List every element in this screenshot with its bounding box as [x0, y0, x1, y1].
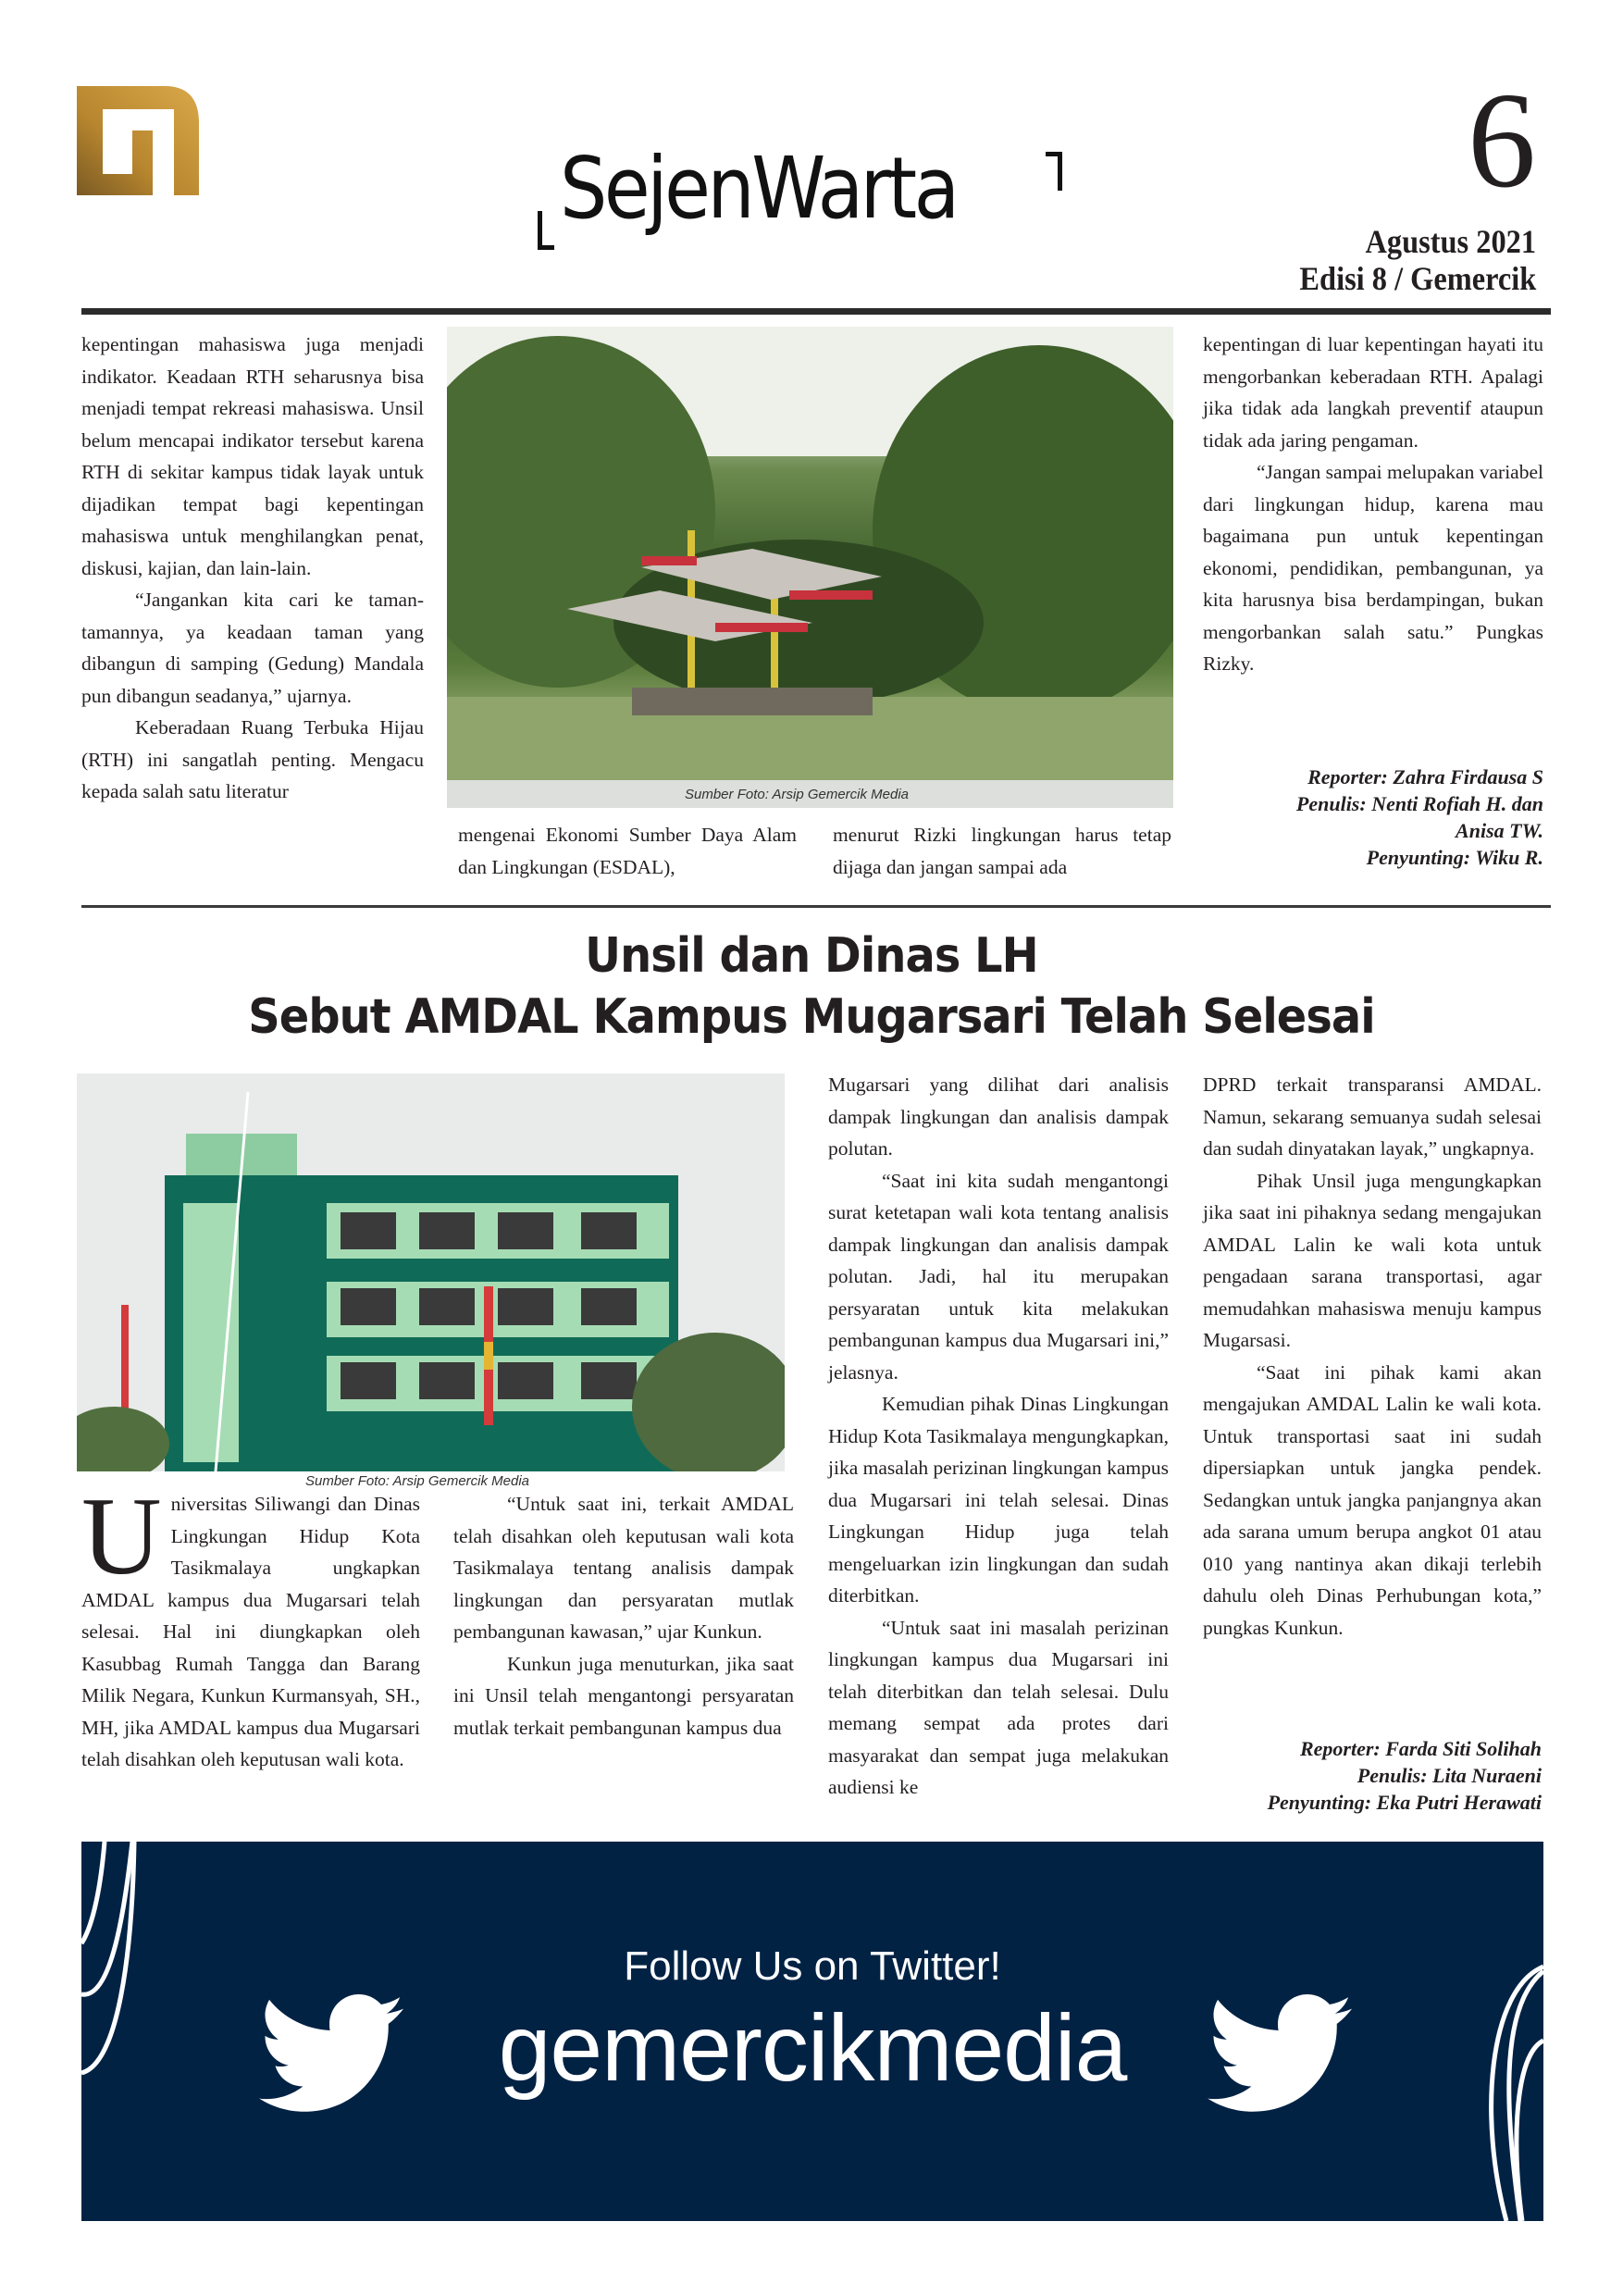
article2-column-1 [81, 1474, 420, 1776]
paragraph: DPRD terkait transparansi AMDAL. Namun, sekarang semuanya sudah selesai dan sudah dinyatakan layak,” ungkapnya. [1203, 1074, 1542, 1160]
issue-date: Agustus 2021 [1365, 223, 1536, 260]
paragraph: Pihak Unsil juga mengungkapkan jika saat ini pihaknya sedang mengajukan AMDAL Lalin ke wali kota untuk pengadaan sarana transportasi, agar memudahkan mahasiswa menuju kampus Mugarsasi. [1203, 1169, 1542, 1351]
building-illustration [77, 1074, 785, 1471]
page-number: 6 [1468, 65, 1536, 217]
paragraph: “Untuk saat ini masalah perizinan lingkungan kampus dua Mugarsari ini telah diterbitkan dan telah selesai. Dulu memang sempat ada protes dari masyarakat dan sempat juga melakukan audiensi ke [828, 1616, 1169, 1798]
gemercik-logo [77, 86, 199, 195]
paragraph: Mugarsari yang dilihat dari analisis dampak lingkungan dan analisis dampak polutan. [828, 1074, 1169, 1160]
article2-credits [1203, 1735, 1542, 1816]
paragraph: “Saat ini kita sudah mengantongi surat ketetapan wali kota tentang analisis dampak lingkungan dan analisis dampak polutan. Jadi, hal itu merupakan persyaratan untuk kita melakukan pembangunan kampus dua Mugarsari ini,” jelasnya. [828, 1169, 1169, 1384]
paragraph: Keberadaan Ruang Terbuka Hijau (RTH) ini sangatlah penting. Mengacu kepada salah satu literatur [81, 716, 424, 802]
article1-column-4 [1203, 329, 1543, 680]
photo-caption: Sumber Foto: Arsip Gemercik Media [685, 787, 910, 802]
follow-us-text: Follow Us on Twitter! [624, 1943, 1001, 1989]
credit-writer: Penulis: Nenti Rofiah H. dan [1295, 792, 1543, 815]
credit-writer: Penulis: Lita Nuraeni [1357, 1764, 1542, 1787]
article1-column-1 [81, 329, 424, 808]
article1-column-3 [833, 819, 1171, 883]
credit-editor: Penyunting: Eka Putri Herawati [1267, 1791, 1542, 1814]
park-gazebo-photo [447, 327, 1173, 808]
headline-line-2: Sebut AMDAL Kampus Mugarsari Telah Selesai [248, 989, 1375, 1045]
twitter-bird-icon [1206, 1994, 1354, 2115]
article2-headline [0, 925, 1623, 1048]
paragraph: menurut Rizki lingkungan harus tetap dijaga dan jangan sampai ada [833, 824, 1171, 878]
paragraph: “Saat ini pihak kami akan mengajukan AMDAL Lalin ke wali kota. Untuk transportasi saat ini sudah dipersiapkan untuk jangka pendek. Sedangkan untuk jangka panjangnya akan ada sarana umum berupa angkot 01 atau 010 yang nantinya akan dikaji terlebih dahulu oleh Dinas Perhubungan kota,” pungkas Kunkun. [1203, 1360, 1542, 1639]
headline-line-1: Unsil dan Dinas LH [585, 928, 1038, 984]
article1-credits [1203, 763, 1543, 871]
park-illustration [447, 327, 1173, 808]
credit-editor: Penyunting: Wiku R. [1366, 846, 1543, 869]
publication-title: SejenWarta [560, 139, 957, 238]
paragraph: Kemudian pihak Dinas Lingkungan Hidup Kota Tasikmalaya mengungkapkan, jika masalah perizinan lingkungan kampus dua Mugarsari ini telah selesai. Dinas Lingkungan Hidup juga telah mengeluarkan izin lingkungan dan sudah diterbitkan. [828, 1393, 1169, 1607]
article2-column-2 [453, 1488, 794, 1744]
header-rule [81, 308, 1551, 315]
credit-reporter: Reporter: Farda Siti Solihah [1299, 1737, 1542, 1760]
paragraph: Kunkun juga menuturkan, jika saat ini Unsil telah mengantongi persyaratan mutlak terkait pembangunan kampus dua [453, 1652, 794, 1739]
lead-text: niversitas Siliwangi dan Dinas Lingkungan Hidup Kota Tasikmalaya ungkapkan AMDAL kampus dua Mugarsari telah selesai. Hal ini diungkapkan oleh Kasubbag Rumah Tangga dan Barang Milik Negara, Kunkun Kurmansyah, SH., MH, jika AMDAL kampus dua Mugarsari telah disahkan oleh keputusan wali kota. [81, 1493, 420, 1770]
photo-caption: Sumber Foto: Arsip Gemercik Media [305, 1473, 530, 1489]
article1-column-2 [458, 819, 797, 883]
paragraph: “Jangankan kita cari ke taman-tamannya, ya keadaan taman yang dibangun di samping (Gedung) Mandala pun dibangun seadanya,” ujarnya. [81, 589, 424, 707]
article-divider [81, 905, 1551, 908]
paragraph: kepentingan mahasiswa juga menjadi indikator. Keadaan RTH seharusnya bisa menjadi tempat rekreasi mahasiswa. Unsil belum mencapai indikator tersebut karena RTH di sekitar kampus tidak layak untuk dijadikan tempat bagi kepentingan mahasiswa untuk menghilangkan penat, diskusi, kajian, dan lain-lain. [81, 333, 424, 579]
twitter-follow-banner[interactable] [81, 1842, 1543, 2221]
masthead-bracket-right [1046, 152, 1062, 191]
drop-cap: U [81, 1474, 162, 1597]
paragraph: kepentingan di luar kepentingan hayati itu mengorbankan keberadaan RTH. Apalagi jika tidak ada langkah preventif ataupun tidak ada jaring pengaman. [1203, 333, 1543, 452]
campus-building-photo [77, 1074, 785, 1471]
credit-writer-cont: Anisa TW. [1456, 819, 1543, 842]
paragraph: “Jangan sampai melupakan variabel dari lingkungan hidup, karena mau bagaimana pun untuk kepentingan ekonomi, pendidikan, pembangunan, ya kita harusnya bisa berdampingan, bukan mengorbankan salah satu.” Pungkas Rizky. [1203, 461, 1543, 675]
twitter-bird-icon [257, 1994, 405, 2115]
masthead-bracket-left [538, 211, 554, 250]
paragraph: “Untuk saat ini, terkait AMDAL telah disahkan oleh keputusan wali kota Tasikmalaya tentang analisis dampak lingkungan dan persyaratan mutlak pembangunan kawasan,” ujar Kunkun. [453, 1493, 794, 1643]
paragraph: mengenai Ekonomi Sumber Daya Alam dan Lingkungan (ESDAL), [458, 824, 797, 878]
twitter-handle[interactable]: gemercikmedia [498, 1995, 1127, 2101]
masthead [532, 139, 1078, 259]
article2-column-3 [828, 1069, 1169, 1804]
credit-reporter: Reporter: Zahra Firdausa S [1307, 765, 1543, 788]
article2-column-4 [1203, 1069, 1542, 1644]
issue-edition: Edisi 8 / Gemercik [1299, 260, 1536, 297]
paragraph [81, 1474, 420, 1776]
